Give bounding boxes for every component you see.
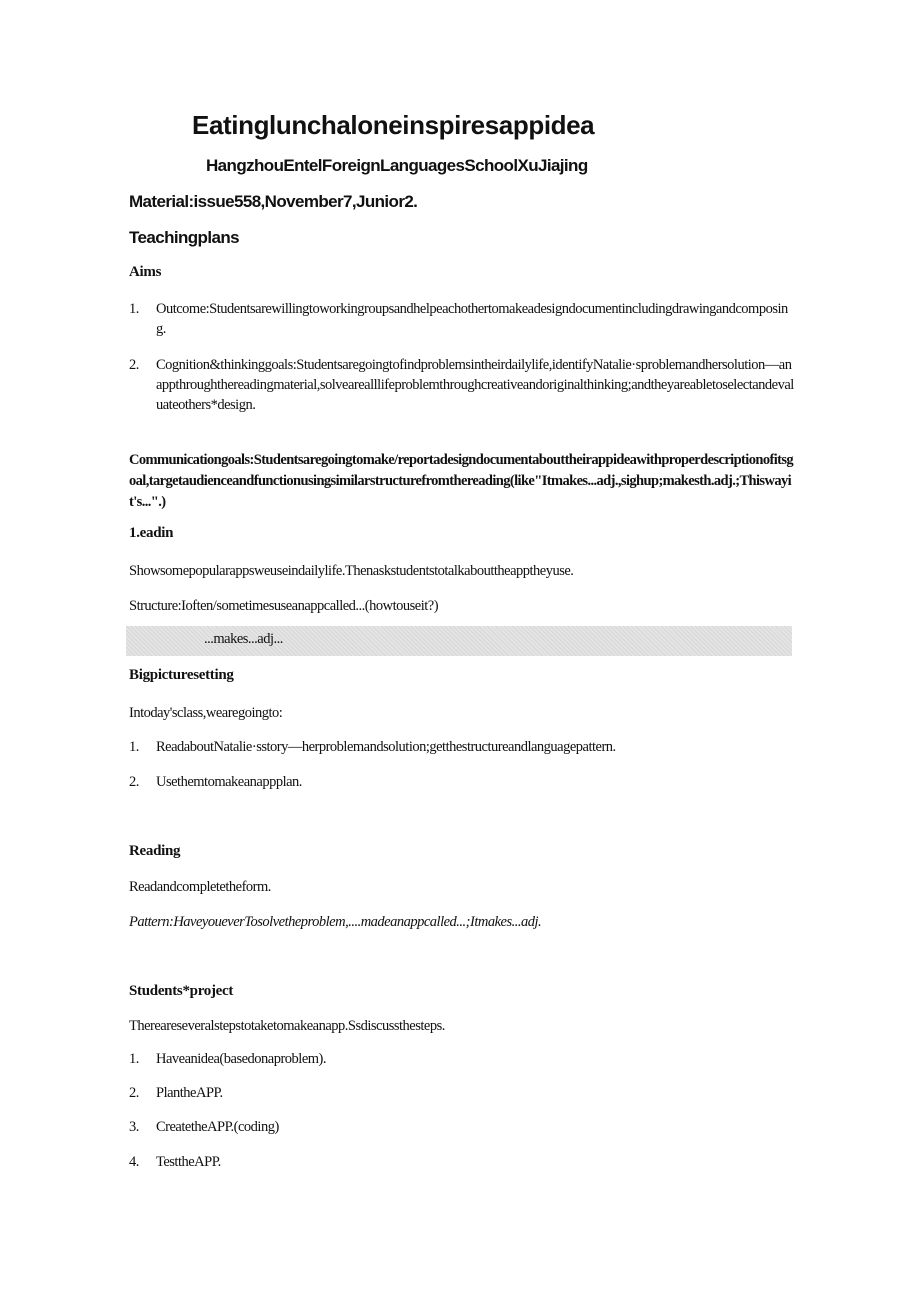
aims-item-1 bbox=[129, 299, 794, 339]
project-step-2 bbox=[129, 1083, 794, 1103]
author-line: HangzhouEntelForeignLanguagesSchoolXuJiajing bbox=[206, 156, 588, 175]
aims-item-2 bbox=[129, 355, 794, 415]
document-title: Eatinglunchaloneinspiresappidea bbox=[192, 110, 595, 140]
list-number: 1. bbox=[129, 301, 139, 317]
project-step-1 bbox=[129, 1049, 794, 1069]
list-number: 2. bbox=[129, 774, 139, 790]
aims-heading: Aims bbox=[129, 264, 162, 280]
list-text: ReadaboutNatalie·sstory—herproblemandsolution;getthestructureandlanguagepattern. bbox=[156, 739, 616, 755]
list-text: TesttheAPP. bbox=[156, 1154, 221, 1170]
reading-text: Readandcompletetheform. bbox=[129, 879, 271, 895]
list-text: Outcome:Studentsarewillingtoworkingroupsandhelpeachothertomakeadesigndocumentincludingdrawingandcomposing. bbox=[156, 301, 788, 337]
reading-heading: Reading bbox=[129, 843, 181, 859]
big-picture-item-1 bbox=[129, 737, 794, 757]
list-number: 3. bbox=[129, 1119, 139, 1135]
list-number: 1. bbox=[129, 739, 139, 755]
project-heading: Students*project bbox=[129, 983, 234, 999]
leadin-structure: Structure:Ioften/sometimesuseanappcalled...(howtouseit?) bbox=[129, 598, 439, 614]
structure-line-2: ...makes...adj... bbox=[204, 631, 283, 647]
project-step-4 bbox=[129, 1152, 794, 1172]
big-picture-heading: Bigpicturesetting bbox=[129, 667, 234, 683]
list-text: Usethemtomakeanappplan. bbox=[156, 774, 302, 790]
list-number: 4. bbox=[129, 1154, 139, 1170]
big-picture-intro: Intoday'sclass,wearegoingto: bbox=[129, 705, 283, 721]
reading-pattern: Pattern:HaveyoueverTosolvetheproblem,....madeanappcalled...;Itmakes...adj. bbox=[129, 914, 542, 930]
project-step-3 bbox=[129, 1117, 794, 1137]
list-text: PlantheAPP. bbox=[156, 1085, 223, 1101]
project-intro: Thereareseveralstepstotaketomakeanapp.Ssdiscussthesteps. bbox=[129, 1018, 445, 1034]
structure-shaded-line bbox=[126, 626, 792, 656]
leadin-heading: 1.eadin bbox=[129, 525, 174, 541]
leadin-text: Showsomepopularappsweuseindailylife.Thenaskstudentstotalkabouttheapptheyuse. bbox=[129, 563, 574, 579]
material-line: Material:issue558,November7,Junior2. bbox=[129, 192, 418, 211]
list-text: Haveanidea(basedonaproblem). bbox=[156, 1051, 326, 1067]
teaching-plans-heading: Teachingplans bbox=[129, 228, 239, 247]
list-number: 2. bbox=[129, 357, 139, 373]
list-number: 1. bbox=[129, 1051, 139, 1067]
list-text: CreatetheAPP.(coding) bbox=[156, 1119, 279, 1135]
communication-goals: Communicationgoals:Studentsaregoingtomake/reportadesigndocumentabouttheirappideawithproperdescriptionofitsgoal,targetaudienceandfunctionusingsimilarstructurefromthereading(like"Itmakes...adj.,sighup;makesth.adj.;Thiswayit's...".) bbox=[129, 452, 794, 510]
list-text: Cognition&thinkinggoals:Studentsaregoingtofindproblemsintheirdailylife,identifyNatalie·sproblemandhersolution—anappthroughthereadingmaterial,solvearealllifeproblemthroughcreativeandoriginalthinking;andtheyareabletoselectandevaluateothers*design. bbox=[156, 357, 794, 413]
big-picture-item-2 bbox=[129, 772, 794, 792]
list-number: 2. bbox=[129, 1085, 139, 1101]
